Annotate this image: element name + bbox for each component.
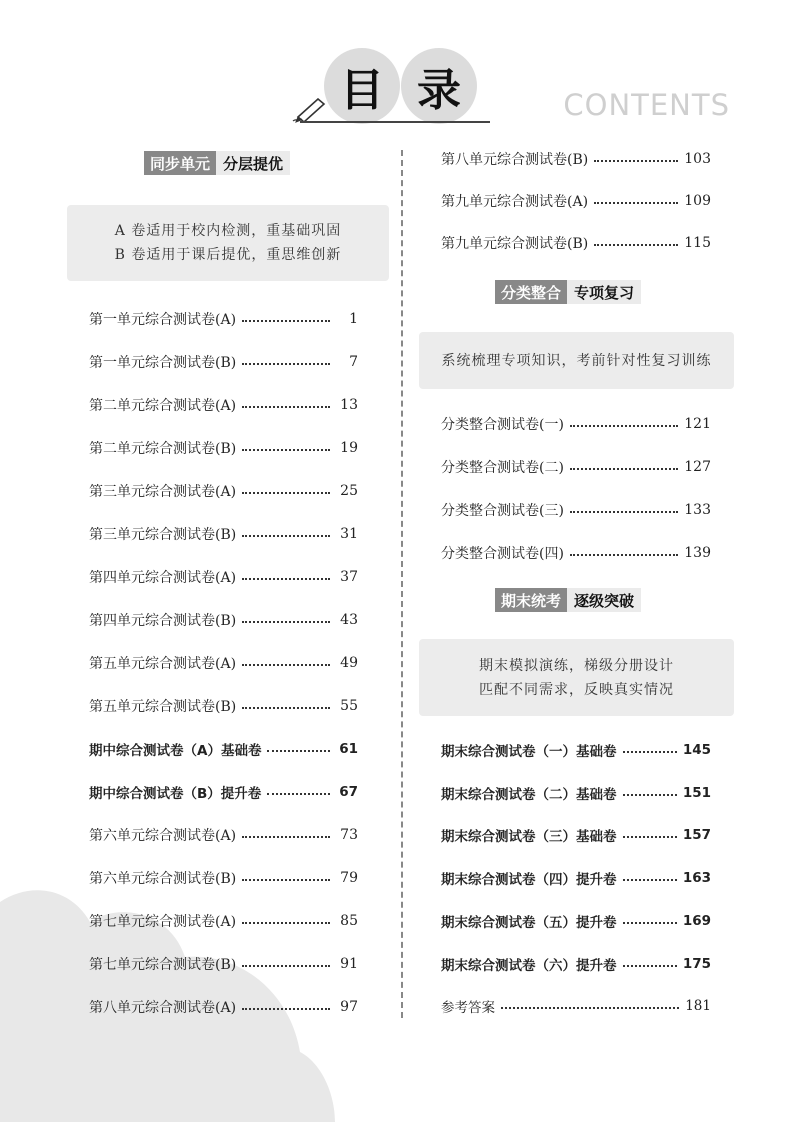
dot-leader	[242, 449, 330, 451]
toc-entry-title: 第五单元综合测试卷(B)	[89, 699, 237, 715]
toc-entry-page: 61	[339, 741, 358, 757]
dot-leader	[242, 707, 330, 709]
toc-entry[interactable]	[89, 394, 358, 416]
section-tag-light: 逐级突破	[567, 588, 641, 612]
toc-entry-page: 127	[684, 459, 711, 475]
toc-entry[interactable]	[89, 738, 358, 760]
toc-entry-page: 13	[340, 397, 358, 413]
toc-entry[interactable]	[441, 910, 711, 932]
toc-entry-page: 7	[349, 354, 358, 370]
toc-entry-page: 181	[685, 998, 711, 1015]
toc-entry-page: 139	[684, 545, 711, 561]
toc-entry[interactable]	[441, 782, 711, 804]
title-underline	[300, 121, 490, 123]
toc-entry[interactable]	[89, 910, 358, 932]
toc-entry-title: 第一单元综合测试卷(A)	[89, 312, 237, 328]
toc-entry-page: 151	[682, 784, 711, 801]
toc-entry-title: 第九单元综合测试卷(B)	[441, 236, 589, 252]
dot-leader	[594, 244, 678, 246]
toc-entry[interactable]	[441, 148, 711, 170]
toc-entry-title: 期末综合测试卷（四）提升卷	[441, 872, 617, 889]
toc-entry-title: 第二单元综合测试卷(B)	[89, 441, 237, 457]
toc-entry[interactable]	[441, 995, 711, 1017]
dot-leader	[623, 965, 677, 967]
dot-leader	[501, 1007, 679, 1009]
toc-entry-title: 第七单元综合测试卷(A)	[89, 914, 237, 930]
dot-leader	[267, 793, 330, 795]
description-line: A 卷适用于校内检测，重基础巩固	[114, 223, 342, 239]
toc-entry-title: 第六单元综合测试卷(A)	[89, 828, 237, 844]
toc-entry-page: 67	[339, 784, 358, 800]
description-line: 匹配不同需求，反映真实情况	[479, 681, 674, 698]
toc-entry[interactable]	[441, 824, 711, 846]
dot-leader	[242, 1008, 330, 1010]
toc-entry-page: 43	[340, 612, 358, 628]
toc-entry[interactable]	[89, 824, 358, 846]
toc-entry-page: 31	[340, 526, 358, 542]
toc-entry[interactable]	[89, 867, 358, 889]
dot-leader	[623, 879, 677, 881]
toc-entry-title: 期中综合测试卷（A）基础卷	[89, 743, 262, 759]
toc-entry-title: 第三单元综合测试卷(A)	[89, 484, 237, 500]
dot-leader	[242, 879, 330, 881]
toc-entry-title: 期末综合测试卷（一）基础卷	[441, 744, 617, 760]
dot-leader	[242, 535, 330, 537]
toc-entry[interactable]	[441, 190, 711, 212]
toc-entry-page: 91	[340, 956, 358, 972]
description-box-sync	[67, 205, 389, 281]
toc-entry-page: 163	[682, 870, 711, 887]
dot-leader	[623, 836, 677, 838]
toc-entry[interactable]	[441, 542, 711, 564]
toc-entry-page: 73	[340, 827, 358, 843]
toc-entry-page: 55	[340, 698, 358, 714]
toc-entry[interactable]	[89, 523, 358, 545]
description-line: 期末模拟演练，梯级分册设计	[479, 657, 674, 674]
dot-leader	[570, 554, 678, 556]
dot-leader	[242, 836, 330, 838]
toc-entry-title: 期末综合测试卷（五）提升卷	[441, 914, 617, 931]
section-tag-light: 分层提优	[216, 151, 290, 175]
section-header-sync	[144, 151, 290, 175]
dot-leader	[570, 511, 678, 513]
dot-leader	[594, 202, 678, 204]
toc-entry[interactable]	[89, 480, 358, 502]
toc-entry[interactable]	[441, 232, 711, 254]
dot-leader	[594, 160, 678, 162]
dot-leader	[570, 425, 678, 427]
section-tag-dark: 同步单元	[144, 151, 216, 175]
toc-entry-title: 第九单元综合测试卷(A)	[441, 194, 589, 210]
toc-entry-page: 175	[682, 955, 711, 972]
toc-entry[interactable]	[441, 867, 711, 889]
toc-entry-page: 1	[349, 311, 358, 327]
toc-entry-page: 25	[340, 483, 358, 499]
toc-entry-title: 第三单元综合测试卷(B)	[89, 527, 237, 543]
description-line: B 卷适用于课后提优，重思维创新	[114, 247, 342, 263]
title-char-1: 目	[324, 48, 400, 124]
dot-leader	[242, 320, 330, 322]
dot-leader	[242, 406, 330, 408]
toc-entry-title: 分类整合测试卷(三)	[441, 503, 564, 519]
dot-leader	[623, 794, 677, 796]
toc-entry-title: 期末综合测试卷（三）基础卷	[441, 829, 617, 846]
toc-entry[interactable]	[441, 499, 711, 521]
toc-entry[interactable]	[441, 456, 711, 478]
toc-entry-page: 49	[340, 655, 358, 671]
toc-entry-title: 第八单元综合测试卷(A)	[89, 1000, 237, 1016]
dot-leader	[242, 965, 330, 967]
toc-entry-title: 期末综合测试卷（二）基础卷	[441, 786, 617, 803]
toc-entry-page: 85	[340, 913, 358, 929]
dot-leader	[623, 922, 677, 924]
toc-entry[interactable]	[441, 739, 711, 761]
toc-entry[interactable]	[89, 351, 358, 373]
toc-entry-page: 115	[684, 235, 711, 251]
toc-entry[interactable]	[89, 566, 358, 588]
toc-entry-page: 121	[684, 416, 711, 432]
toc-entry[interactable]	[89, 652, 358, 674]
toc-entry-title: 第二单元综合测试卷(A)	[89, 398, 237, 414]
description-box-final	[419, 639, 734, 716]
toc-entry-page: 19	[340, 440, 358, 456]
section-tag-dark: 期末统考	[495, 588, 567, 612]
toc-entry-title: 期中综合测试卷（B）提升卷	[89, 786, 262, 802]
description-box-classify	[419, 332, 734, 389]
toc-entry-page: 169	[682, 912, 711, 929]
toc-entry-page: 133	[684, 502, 711, 518]
toc-entry-page: 79	[340, 870, 358, 886]
toc-entry-title: 分类整合测试卷(四)	[441, 546, 564, 562]
toc-entry[interactable]	[89, 781, 358, 803]
section-tag-dark: 分类整合	[495, 280, 567, 304]
dot-leader	[267, 750, 330, 752]
toc-entry[interactable]	[89, 609, 358, 631]
dot-leader	[570, 468, 678, 470]
toc-entry-title: 第四单元综合测试卷(B)	[89, 613, 237, 629]
toc-entry-page: 37	[340, 569, 358, 585]
toc-entry-page: 109	[684, 193, 711, 209]
toc-entry-title: 第一单元综合测试卷(B)	[89, 355, 237, 371]
toc-entry-title: 第五单元综合测试卷(A)	[89, 656, 237, 672]
dot-leader	[623, 751, 677, 753]
toc-entry-page: 145	[682, 742, 711, 758]
toc-entry-title: 第八单元综合测试卷(B)	[441, 152, 589, 168]
toc-entry-page: 157	[682, 827, 711, 844]
toc-entry-title: 参考答案	[441, 1000, 495, 1017]
toc-entry[interactable]	[441, 413, 711, 435]
description-line: 系统梳理专项知识，考前针对性复习训练	[441, 352, 712, 369]
dot-leader	[242, 621, 330, 623]
toc-entry-title: 期末综合测试卷（六）提升卷	[441, 957, 617, 974]
toc-entry[interactable]	[89, 695, 358, 717]
toc-entry-title: 分类整合测试卷(二)	[441, 460, 564, 476]
section-header-classify	[495, 280, 641, 304]
toc-entry-title: 分类整合测试卷(一)	[441, 417, 564, 433]
toc-entry[interactable]	[89, 996, 358, 1018]
dot-leader	[242, 492, 330, 494]
toc-entry-page: 97	[340, 999, 358, 1015]
toc-entry-title: 第六单元综合测试卷(B)	[89, 871, 237, 887]
section-header-final	[495, 588, 641, 612]
toc-entry-title: 第七单元综合测试卷(B)	[89, 957, 237, 973]
toc-entry-page: 103	[684, 151, 711, 167]
toc-entry[interactable]	[89, 308, 358, 330]
contents-label: CONTENTS	[563, 88, 730, 122]
title-char-2: 录	[401, 48, 477, 124]
dot-leader	[242, 664, 330, 666]
section-tag-light: 专项复习	[567, 280, 641, 304]
dot-leader	[242, 922, 330, 924]
dot-leader	[242, 578, 330, 580]
toc-entry[interactable]	[89, 953, 358, 975]
column-divider	[401, 150, 403, 1018]
toc-entry[interactable]	[89, 437, 358, 459]
toc-entry-title: 第四单元综合测试卷(A)	[89, 570, 237, 586]
toc-entry[interactable]	[441, 953, 711, 975]
dot-leader	[242, 363, 330, 365]
